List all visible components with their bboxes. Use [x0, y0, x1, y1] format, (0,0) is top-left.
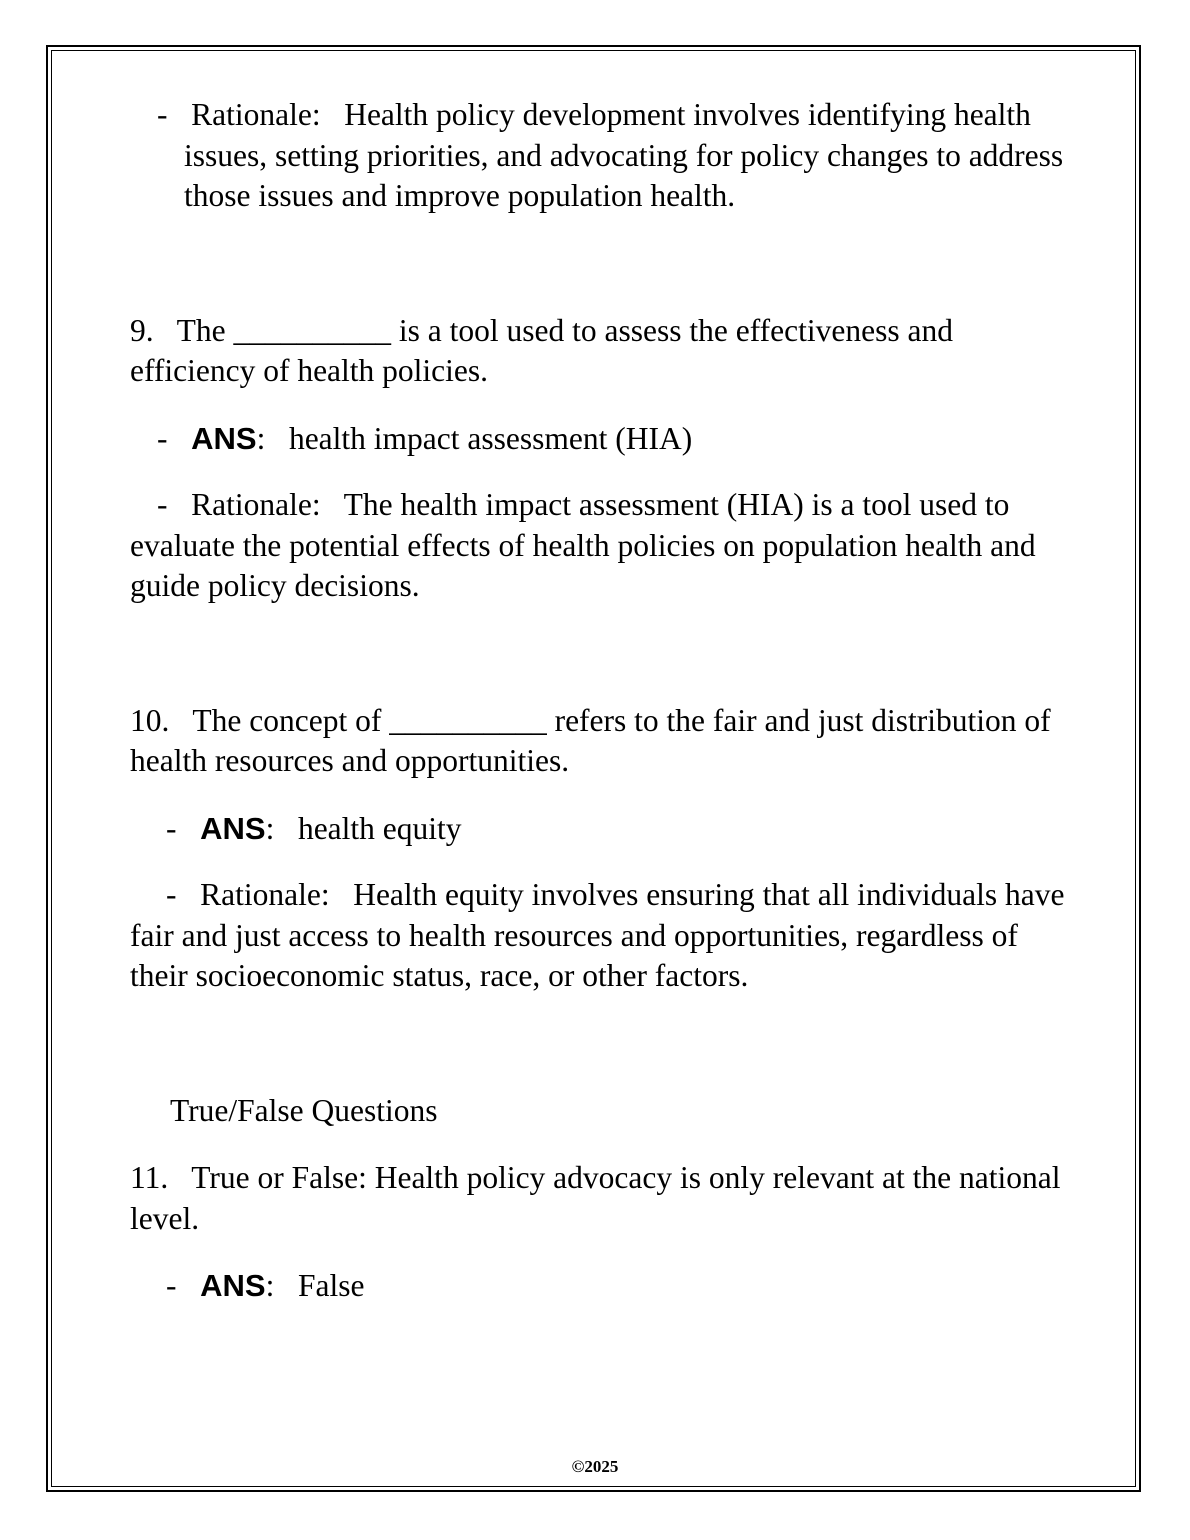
q10-answer	[130, 809, 1070, 850]
q8-rationale	[157, 95, 1070, 217]
q11-answer-text: : False	[265, 1268, 365, 1303]
q8-rationale-text: Health policy development involves identifying health issues, setting priorities, and advocating for policy changes to address those issues and improve population health.	[184, 97, 1072, 213]
q9-rationale-label: - Rationale:	[157, 487, 321, 522]
q11-answer-label: ANS	[200, 1268, 266, 1303]
q10-answer-dash: -	[166, 810, 201, 846]
q10-question: 10. The concept of __________ refers to the fair and just distribution of health resources and opportunities.	[130, 702, 1059, 778]
q9-answer-label: ANS	[191, 420, 257, 456]
q9-rationale-text: The health impact assessment (HIA) is a tool used to evaluate the potential effects of health policies on population health and guide policy decisions.	[130, 487, 1044, 603]
q10-answer-text: : health equity	[265, 810, 462, 846]
document-body	[130, 95, 1073, 1307]
q10-rationale-text: Health equity involves ensuring that all individuals have fair and just access to health resources and opportunities, regardless of their socioeconomic status, race, or other factors.	[130, 877, 1073, 993]
q9-question: 9. The __________ is a tool used to assess the effectiveness and efficiency of health policies.	[130, 312, 961, 388]
q9-answer	[130, 419, 1070, 460]
q8-rationale-label: - Rationale:	[157, 97, 321, 132]
q10-rationale-label: - Rationale:	[166, 877, 330, 912]
q9-rationale	[130, 485, 1070, 607]
section-title: True/False Questions	[170, 1092, 438, 1128]
q10-rationale	[130, 875, 1073, 997]
q11-question: 11. True or False: Health policy advocacy is only relevant at the national level.	[130, 1160, 1069, 1236]
q11-answer	[130, 1266, 1070, 1307]
q9-answer-text: : health impact assessment (HIA)	[256, 420, 693, 456]
q11-answer-dash: -	[166, 1268, 201, 1303]
q10-answer-label: ANS	[200, 810, 266, 846]
q9-answer-dash: -	[157, 420, 192, 456]
footer-copyright: ©2025	[571, 1457, 619, 1476]
